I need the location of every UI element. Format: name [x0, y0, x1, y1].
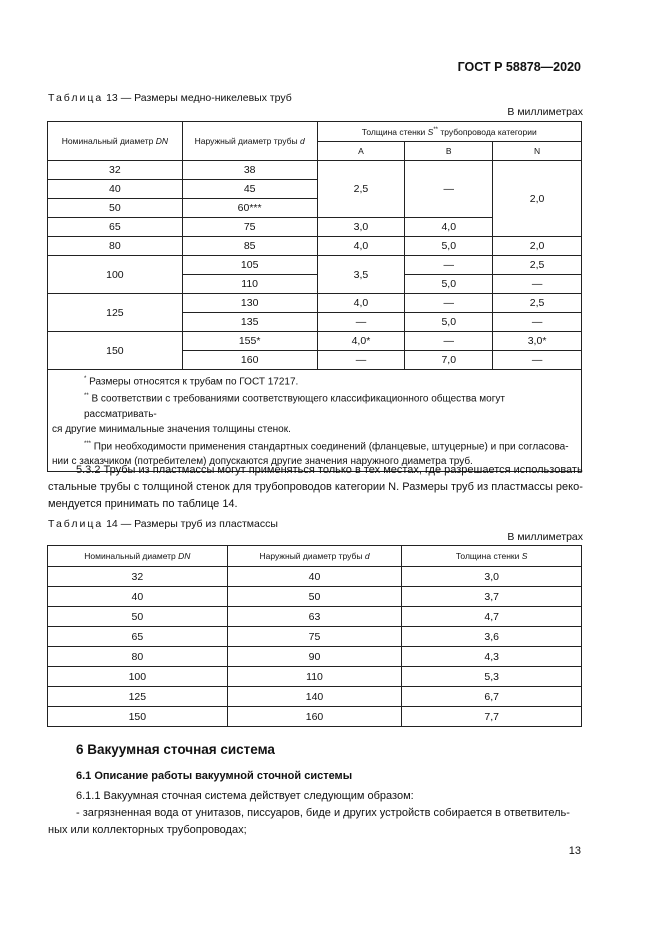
table-row [48, 687, 582, 707]
cell-d: 38 [182, 161, 317, 180]
table-row [48, 607, 582, 627]
table14-units: В миллиметрах [507, 531, 583, 543]
note-3-text-a: При необходимости применения стандартных соединений (фланцевые, штуцерные) и при согласова- [93, 440, 569, 452]
table14-caption [48, 518, 278, 530]
cell-s-a: 4,0 [317, 294, 405, 313]
cell-d: 135 [182, 313, 317, 332]
note-2 [52, 389, 577, 421]
cell-d: 110 [227, 667, 402, 687]
cell-d: 45 [182, 180, 317, 199]
section-6-title: 6 Вакуумная сточная система [76, 742, 275, 757]
table-row [48, 587, 582, 607]
table13-header-dn: Номинальный диаметр DN [48, 122, 183, 161]
cell-s-b: — [405, 294, 493, 313]
note-3 [52, 437, 577, 454]
table-row [48, 294, 582, 313]
table-row [48, 332, 582, 351]
table13 [47, 121, 582, 472]
paragraph-line: стальные трубы с толщиной стенок для трубопроводов категории N. Размеры труб из пластмассы реко- [48, 481, 583, 493]
cell-dn: 150 [48, 707, 228, 727]
table-row [48, 667, 582, 687]
table-row [48, 647, 582, 667]
cell-s-b: 4,0 [405, 218, 493, 237]
table13-caption-prefix: Таблица [48, 92, 104, 104]
cell-dn: 32 [48, 161, 183, 180]
cell-dn: 40 [48, 180, 183, 199]
cell-dn: 80 [48, 647, 228, 667]
cell-s-b: 5,0 [405, 237, 493, 256]
cell-s: 3,7 [402, 587, 582, 607]
cell-d: 60*** [182, 199, 317, 218]
note-3-mark: *** [84, 440, 92, 447]
note-1-mark: * [84, 376, 87, 382]
cell-d: 110 [182, 275, 317, 294]
table-row [48, 256, 582, 275]
table13-caption-text: 13 — Размеры медно-никелевых труб [106, 92, 292, 104]
table-row [48, 707, 582, 727]
cell-d: 155* [182, 332, 317, 351]
note-2-text-a: В соответствии с требованиями соответствующего классификационного общества могут рассматривать- [84, 393, 505, 420]
cell-s-a: 3,0 [317, 218, 405, 237]
table-row [48, 237, 582, 256]
cell-s: 4,3 [402, 647, 582, 667]
cell-dn: 50 [48, 199, 183, 218]
table13-header-cat-n: N [493, 142, 582, 161]
paragraph-line: ных или коллекторных трубопроводах; [48, 824, 247, 836]
table14-header-dn: Номинальный диаметр DN [48, 546, 228, 567]
table13-notes [48, 370, 582, 472]
table-row [48, 161, 582, 180]
cell-s-a: 4,0 [317, 237, 405, 256]
paragraph-line: 5.3.2 Трубы из пластмассы могут применяться только в тех местах, где разрешается использовать [76, 464, 583, 476]
note-1 [52, 372, 577, 389]
cell-s: 5,3 [402, 667, 582, 687]
paragraph-line: мендуется принимать по таблице 14. [48, 498, 238, 510]
table13-caption [48, 92, 292, 104]
cell-dn: 40 [48, 587, 228, 607]
cell-s: 7,7 [402, 707, 582, 727]
cell-d: 50 [227, 587, 402, 607]
cell-s-n: 2,5 [493, 256, 582, 275]
cell-d: 90 [227, 647, 402, 667]
cell-d: 75 [182, 218, 317, 237]
cell-s-b: — [405, 332, 493, 351]
section-6-1-title: 6.1 Описание работы вакуумной сточной системы [76, 770, 353, 782]
cell-dn: 65 [48, 627, 228, 647]
cell-s-n: — [493, 351, 582, 370]
table14-header-s: Толщина стенки S [402, 546, 582, 567]
cell-s-a: — [317, 351, 405, 370]
paragraph-line: 6.1.1 Вакуумная сточная система действует следующим образом: [76, 790, 414, 802]
cell-s-a: — [317, 313, 405, 332]
cell-s: 6,7 [402, 687, 582, 707]
cell-dn: 65 [48, 218, 183, 237]
cell-dn: 32 [48, 567, 228, 587]
cell-dn: 100 [48, 256, 183, 294]
table14-header-d: Наружный диаметр трубы d [227, 546, 402, 567]
cell-dn: 100 [48, 667, 228, 687]
cell-s-n: 2,0 [493, 161, 582, 237]
table13-header-cat-a: A [317, 142, 405, 161]
table13-units: В миллиметрах [507, 106, 583, 118]
cell-d: 63 [227, 607, 402, 627]
cell-dn: 80 [48, 237, 183, 256]
paragraph-5-3-2 [48, 462, 588, 513]
cell-s-b: — [405, 161, 493, 218]
cell-s-a: 3,5 [317, 256, 405, 294]
note-2-mark: ** [84, 393, 89, 400]
cell-d: 140 [227, 687, 402, 707]
cell-s: 4,7 [402, 607, 582, 627]
cell-d: 105 [182, 256, 317, 275]
cell-s-n: — [493, 275, 582, 294]
note-1-text: Размеры относятся к трубам по ГОСТ 17217. [89, 376, 299, 388]
cell-d: 75 [227, 627, 402, 647]
table14 [47, 545, 582, 727]
table13-header-d: Наружный диаметр трубы d [182, 122, 317, 161]
cell-s: 3,0 [402, 567, 582, 587]
table13-header-cat-b: B [405, 142, 493, 161]
cell-d: 160 [182, 351, 317, 370]
cell-s-b: 7,0 [405, 351, 493, 370]
paragraph-line: - загрязненная вода от унитазов, писсуаров, биде и других устройств собирается в ответвитель- [76, 807, 570, 819]
document-header: ГОСТ Р 58878—2020 [457, 60, 581, 74]
table14-caption-text: 14 — Размеры труб из пластмассы [106, 518, 278, 530]
cell-s-b: 5,0 [405, 275, 493, 294]
cell-dn: 125 [48, 294, 183, 332]
cell-d: 40 [227, 567, 402, 587]
table-row [48, 567, 582, 587]
cell-dn: 150 [48, 332, 183, 370]
cell-d: 85 [182, 237, 317, 256]
table13-header-s: Толщина стенки S** трубопровода категории [317, 122, 581, 142]
cell-s-a: 2,5 [317, 161, 405, 218]
cell-s-b: — [405, 256, 493, 275]
cell-s-n: 2,5 [493, 294, 582, 313]
cell-s-n: — [493, 313, 582, 332]
cell-s-n: 3,0* [493, 332, 582, 351]
section-6-body [48, 788, 588, 839]
cell-s-a: 4,0* [317, 332, 405, 351]
note-3-text-b: нии с заказчиком (потребителем) допускаются другие значения наружного диаметра труб. [52, 455, 473, 467]
page-number: 13 [568, 845, 581, 857]
cell-s-n: 2,0 [493, 237, 582, 256]
note-2-text-b: ся другие минимальные значения толщины стенок. [52, 423, 291, 435]
cell-d: 160 [227, 707, 402, 727]
table-row [48, 627, 582, 647]
cell-s-b: 5,0 [405, 313, 493, 332]
cell-d: 130 [182, 294, 317, 313]
cell-dn: 50 [48, 607, 228, 627]
table13-notes-cell [48, 370, 582, 472]
cell-s: 3,6 [402, 627, 582, 647]
cell-dn: 125 [48, 687, 228, 707]
table14-caption-prefix: Таблица [48, 518, 104, 530]
